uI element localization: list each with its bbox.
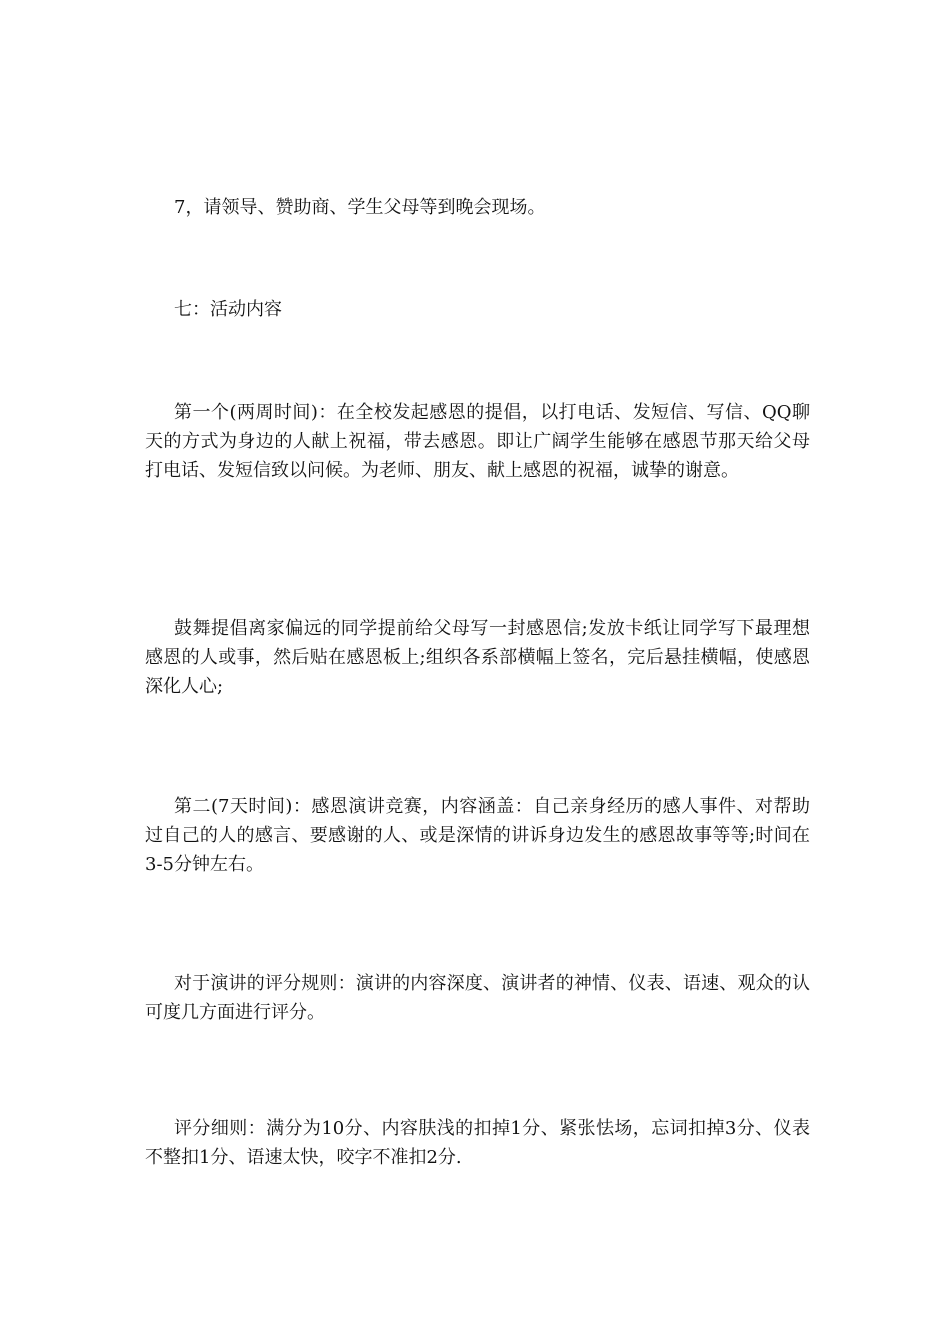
paragraph-scoring-details: 评分细则：满分为10分、内容肤浅的扣掉1分、紧张怯场，忘词扣掉3分、仪表不整扣1分、语速太快，咬字不准扣2分. bbox=[145, 1118, 810, 1168]
paragraph-invite-guests: 7，请领导、赞助商、学生父母等到晚会现场。 bbox=[174, 197, 546, 218]
paragraph-phase-one: 第一个(两周时间)：在全校发起感恩的提倡，以打电话、发短信、写信、QQ聊天的方式为身边的人献上祝福，带去感恩。即让广阔学生能够在感恩节那天给父母打电话、发短信致以问候。为老师、朋友、献上感恩的祝福，诚挚的谢意。 bbox=[145, 402, 810, 481]
section-heading-activity-content: 七：活动内容 bbox=[174, 299, 282, 320]
paragraph-scoring-rules: 对于演讲的评分规则：演讲的内容深度、演讲者的神情、仪表、语速、观众的认可度几方面进行评分。 bbox=[145, 973, 810, 1023]
paragraph-phase-two: 第二(7天时间)：感恩演讲竞赛，内容涵盖：自己亲身经历的感人事件、对帮助过自己的人的感言、要感谢的人、或是深情的讲诉身边发生的感恩故事等等;时间在3-5分钟左右。 bbox=[145, 796, 810, 875]
paragraph-encourage-letters: 鼓舞提倡离家偏远的同学提前给父母写一封感恩信;发放卡纸让同学写下最理想感恩的人或事，然后贴在感恩板上;组织各系部横幅上签名，完后悬挂横幅，使感恩深化人心; bbox=[145, 618, 810, 697]
